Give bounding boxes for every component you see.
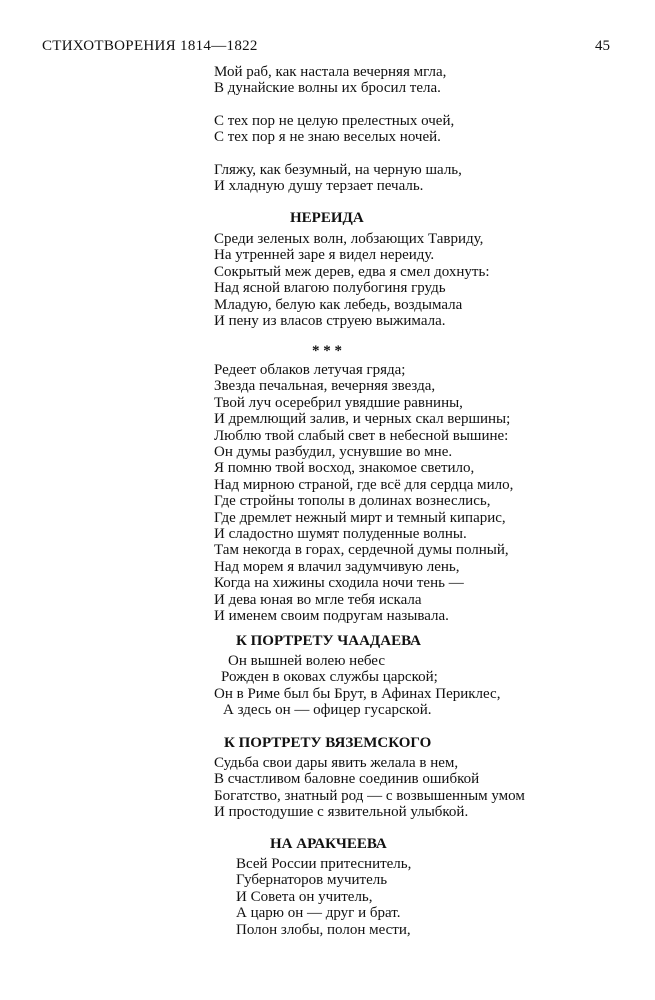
page-number: 45 bbox=[595, 38, 610, 54]
verse-line: И простодушие с язвительной улыбкой. bbox=[214, 804, 469, 821]
verse-line: Он в Риме был бы Брут, в Афинах Периклес, bbox=[214, 685, 501, 702]
verse-line: В дунайские волны их бросил тела. bbox=[214, 80, 441, 97]
verse-line: Там некогда в горах, сердечной думы полный, bbox=[214, 542, 509, 559]
verse-line: Всей России притеснитель, bbox=[236, 856, 412, 872]
poem-chaadaev bbox=[214, 653, 500, 719]
verse-line: Губернаторов мучитель bbox=[236, 872, 388, 889]
poem-title-arakcheev: НА АРАКЧЕЕВА bbox=[270, 836, 387, 852]
verse-line: И хладную душу терзает печаль. bbox=[214, 178, 424, 195]
verse-line: Над ясной влагою полубогиня грудь bbox=[214, 280, 446, 297]
verse-line: Богатство, знатный род — с возвышенным умом bbox=[214, 787, 525, 804]
poem-arakcheev bbox=[214, 856, 411, 938]
verse-line: И дремлющий залив, и черных скал вершины; bbox=[214, 411, 511, 428]
verse-line: Рожден в оковах службы царской; bbox=[221, 669, 438, 686]
poem-evening-star bbox=[214, 362, 513, 625]
verse-line: Я помню твой восход, знакомое светило, bbox=[214, 460, 475, 477]
verse-line: И сладостно шумят полуденные волны. bbox=[214, 526, 467, 543]
poem-nereida bbox=[214, 231, 490, 329]
verse-line: Младую, белую как лебедь, воздымала bbox=[214, 296, 463, 313]
verse-line: Среди зеленых волн, лобзающих Тавриду, bbox=[214, 231, 484, 247]
verse-line: На утренней заре я видел нереиду. bbox=[214, 247, 435, 264]
verse-line: И именем своим подругам называла. bbox=[214, 608, 449, 625]
verse-line: Судьба свои дары явить желала в нем, bbox=[214, 755, 459, 771]
verse-line: А здесь он — офицер гусарской. bbox=[223, 702, 432, 719]
running-title: СТИХОТВОРЕНИЯ 1814—1822 bbox=[42, 38, 258, 54]
verse-line: Он думы разбудил, уснувшие во мне. bbox=[214, 444, 453, 461]
poem-top bbox=[214, 64, 462, 194]
verse-line: С тех пор не целую прелестных очей, bbox=[214, 112, 455, 129]
poem-title-nereida: НЕРЕИДА bbox=[290, 210, 364, 226]
verse-line: С тех пор я не знаю веселых ночей. bbox=[214, 129, 441, 146]
verse-line: Над мирною страной, где всё для сердца мило, bbox=[214, 476, 514, 493]
verse-line: Полон злобы, полон мести, bbox=[236, 921, 411, 938]
verse-line: Твой луч осеребрил увядшие равнины, bbox=[214, 394, 463, 411]
verse-line: В счастливом баловне соединив ошибкой bbox=[214, 771, 480, 788]
verse-line: Над морем я влачил задумчивую лень, bbox=[214, 558, 460, 575]
verse-line: И дева юная во мгле тебя искала bbox=[214, 591, 422, 608]
verse-line: А царю он — друг и брат. bbox=[236, 905, 401, 922]
verse-line: Редеет облаков летучая гряда; bbox=[214, 362, 406, 378]
verse-line: И пену из власов струею выжимала. bbox=[214, 313, 446, 330]
poem-title-asterisks: * * * bbox=[312, 343, 342, 359]
verse-line: Когда на хижины сходила ночи тень — bbox=[214, 575, 464, 592]
poem-title-vyazemsky: К ПОРТРЕТУ ВЯЗЕМСКОГО bbox=[224, 735, 432, 751]
verse-line: И Совета он учитель, bbox=[236, 888, 373, 905]
verse-line: Люблю твой слабый свет в небесной вышине: bbox=[214, 427, 509, 444]
verse-line: Гляжу, как безумный, на черную шаль, bbox=[214, 161, 462, 178]
verse-line: Мой раб, как настала вечерняя мгла, bbox=[214, 64, 447, 80]
poem-title-chaadaev: К ПОРТРЕТУ ЧААДАЕВА bbox=[236, 633, 421, 649]
verse-line: Где дремлет нежный мирт и темный кипарис, bbox=[214, 509, 506, 526]
poem-vyazemsky bbox=[214, 755, 525, 821]
verse-line: Звезда печальная, вечерняя звезда, bbox=[214, 378, 436, 395]
verse-line: Он вышней волею небес bbox=[228, 653, 385, 669]
verse-line: Сокрытый меж дерев, едва я смел дохнуть: bbox=[214, 263, 490, 280]
verse-line: Где стройны тополы в долинах вознеслись, bbox=[214, 493, 491, 510]
